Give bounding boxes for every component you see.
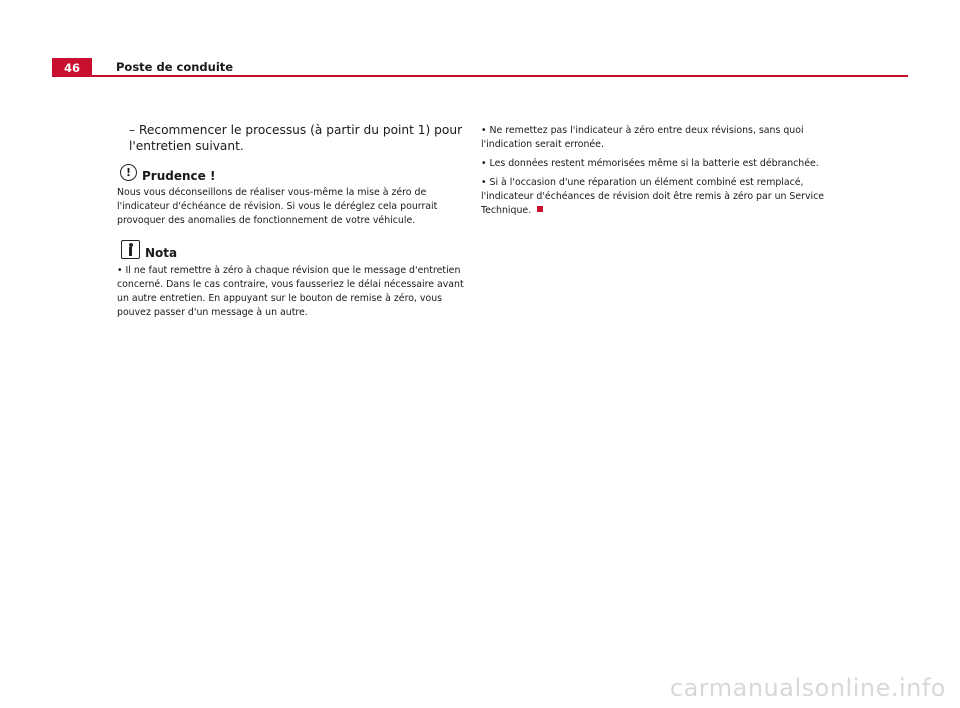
bullet-item: • Les données restent mémorisées même si la batterie est débranchée.: [481, 158, 819, 169]
bullet-item-text: • Si à l'occasion d'une réparation un élément combiné est remplacé, l'indicateur d'échéances de révision doit être remis à zéro par un Service Technique.: [481, 177, 825, 216]
step-text: – Recommencer le processus (à partir du point 1) pour l'entretien suivant.: [129, 123, 463, 153]
warning-title: Prudence !: [142, 168, 216, 183]
end-square-icon: [537, 206, 543, 212]
bullet-item: [481, 176, 831, 218]
exclamation-circle-icon: !: [120, 164, 137, 181]
page-number: 46: [52, 58, 92, 77]
bullet-item: • Ne remettez pas l'indicateur à zéro entre deux révisions, sans quoi l'indication serait erronée.: [481, 125, 804, 150]
warning-text: Nous vous déconseillons de réaliser vous-même la mise à zéro de l'indicateur d'échéance de révision. Si vous le déréglez cela pourrait provoquer des anomalies de fonctionnement de votre véhicule.: [117, 187, 438, 226]
note-heading: [117, 240, 469, 259]
note-title: Nota: [145, 245, 178, 260]
info-note-icon: [121, 240, 140, 259]
right-column: [481, 124, 831, 223]
note-text: • Il ne faut remettre à zéro à chaque révision que le message d'entretien concerné. Dans le cas contraire, vous fausseriez le délai nécessaire avant un autre entretien. En appuyant sur le bouton de remise à zéro, vous pouvez passer d'un message à un autre.: [117, 265, 464, 318]
watermark: carmanualsonline.info: [669, 674, 946, 702]
page-title: Poste de conduite: [116, 60, 234, 74]
warning-heading: [117, 164, 469, 181]
left-column: [117, 122, 469, 324]
header-rule: [52, 75, 908, 77]
